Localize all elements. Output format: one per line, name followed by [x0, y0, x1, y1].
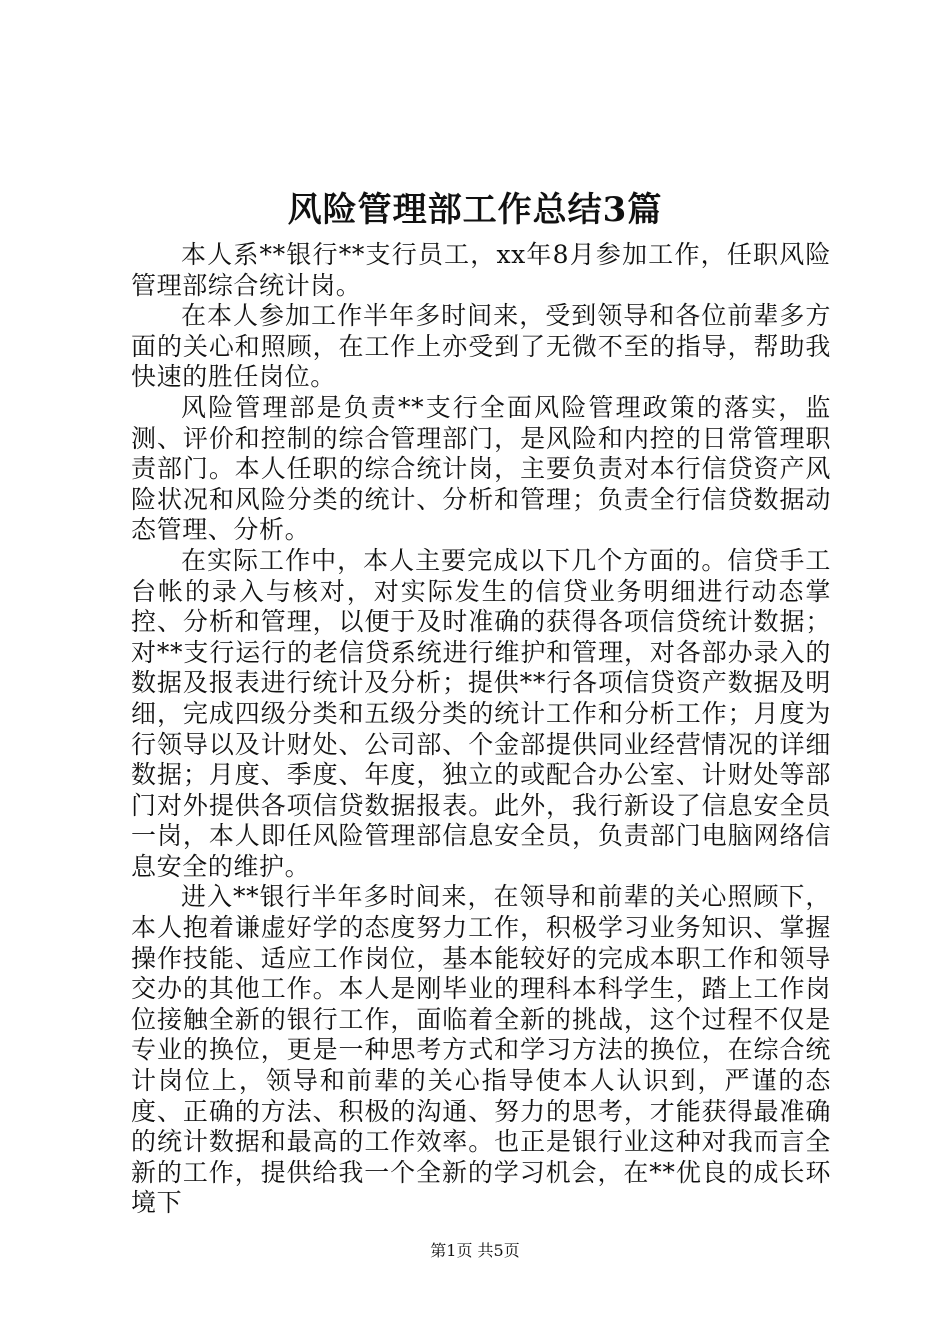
paragraph-3: 风险管理部是负责**支行全面风险管理政策的落实，监测、评价和控制的综合管理部门，是风险和内控的日常管理职责部门。本人任职的综合统计岗，主要负责对本行信贷资产风险状况和风险分类的统计、分析和管理；负责全行信贷数据动态管理、分析。	[131, 392, 831, 545]
page-footer: 第1页 共5页	[430, 1241, 520, 1260]
paragraph-1: 本人系**银行**支行员工，xx年8月参加工作，任职风险管理部综合统计岗。	[131, 240, 831, 300]
document-body	[131, 240, 831, 1219]
paragraph-4: 在实际工作中，本人主要完成以下几个方面的。信贷手工台帐的录入与核对，对实际发生的信贷业务明细进行动态掌控、分析和管理，以便于及时准确的获得各项信贷统计数据；对**支行运行的老信贷系统进行维护和管理，对各部办录入的数据及报表进行统计及分析；提供**行各项信贷资产数据及明细，完成四级分类和五级分类的统计工作和分析工作；月度为行领导以及计财处、公司部、个金部提供同业经营情况的详细数据；月度、季度、年度，独立的或配合办公室、计财处等部门对外提供各项信贷数据报表。此外，我行新设了信息安全员一岗，本人即任风险管理部信息安全员，负责部门电脑网络信息安全的维护。	[131, 545, 831, 881]
paragraph-2: 在本人参加工作半年多时间来，受到领导和各位前辈多方面的关心和照顾，在工作上亦受到了无微不至的指导，帮助我快速的胜任岗位。	[131, 301, 831, 392]
paragraph-5: 进入**银行半年多时间来，在领导和前辈的关心照顾下，本人抱着谦虚好学的态度努力工作，积极学习业务知识、掌握操作技能、适应工作岗位，基本能较好的完成本职工作和领导交办的其他工作。本人是刚毕业的理科本科学生，踏上工作岗位接触全新的银行工作，面临着全新的挑战，这个过程不仅是专业的换位，更是一种思考方式和学习方法的换位，在综合统计岗位上，领导和前辈的关心指导使本人认识到，严谨的态度、正确的方法、积极的沟通、努力的思考，才能获得最准确的统计数据和最高的工作效率。也正是银行业这种对我而言全新的工作，提供给我一个全新的学习机会，在**优良的成长环境下	[131, 882, 831, 1218]
document-title: 风险管理部工作总结3篇	[287, 190, 663, 230]
